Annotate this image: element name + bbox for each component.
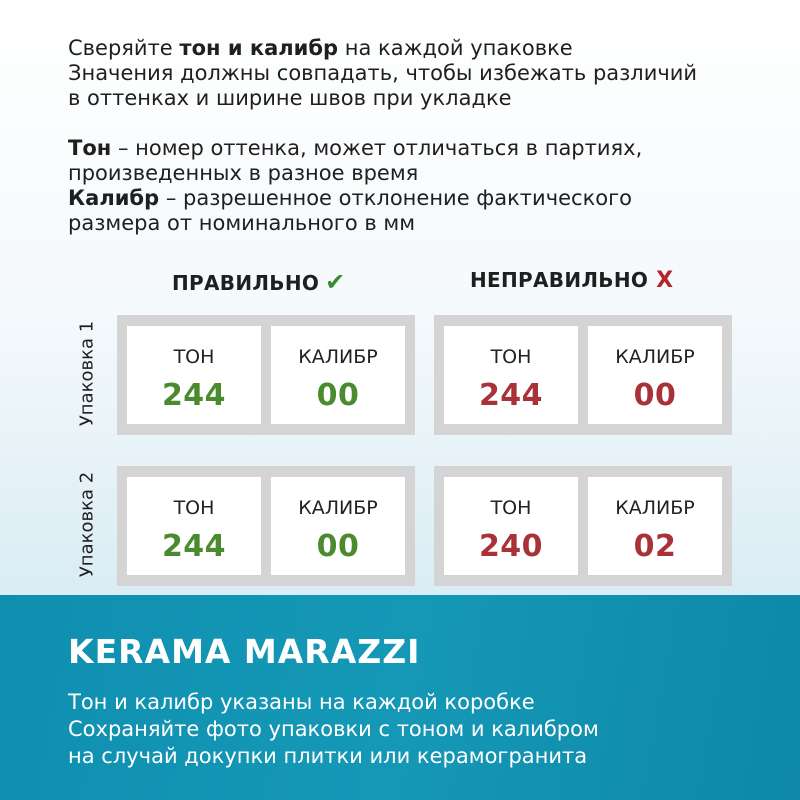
intro-line-1 [68, 36, 768, 61]
tone-value: 240 [478, 529, 544, 564]
tone-label: ТОН [490, 497, 532, 519]
correct-column-heading [172, 268, 346, 296]
caliber-cell [588, 326, 722, 424]
incorrect-heading-text: НЕПРАВИЛЬНО [470, 268, 649, 292]
correct-heading-text: ПРАВИЛЬНО [172, 271, 320, 295]
tone-definition-2: произведенных в разное время [68, 161, 419, 185]
footer-line-2: Сохраняйте фото упаковки с тоном и калибром [68, 717, 599, 741]
tone-cell [444, 477, 578, 575]
caliber-definition-1 [68, 186, 768, 211]
caliber-value: 00 [316, 529, 360, 564]
tone-term: Тон [68, 136, 112, 160]
caliber-cell [588, 477, 722, 575]
tone-label: ТОН [173, 346, 215, 368]
row-label-pack-1: Упаковка 1 [76, 320, 98, 427]
caliber-value: 00 [633, 378, 677, 413]
tone-value: 244 [161, 529, 227, 564]
tone-label: ТОН [173, 497, 215, 519]
cross-icon: X [656, 268, 674, 293]
caliber-label: КАЛИБР [298, 497, 378, 519]
intro-line-1-post: на каждой упаковке [338, 36, 573, 60]
caliber-label: КАЛИБР [615, 497, 695, 519]
incorrect-column-heading [470, 268, 673, 293]
tone-value: 244 [478, 378, 544, 413]
tone-definition-1 [68, 136, 768, 161]
caliber-definition-2: размера от номинального в мм [68, 211, 416, 235]
intro-line-3: в оттенках и ширине швов при укладке [68, 86, 512, 110]
caliber-label: КАЛИБР [615, 346, 695, 368]
footer-text [68, 689, 768, 770]
caliber-value: 02 [633, 529, 677, 564]
intro-line-2: Значения должны совпадать, чтобы избежать различий [68, 61, 698, 85]
correct-pack-2-card [117, 466, 415, 586]
checkmark-icon: ✔ [325, 268, 346, 296]
incorrect-pack-1-card [434, 315, 732, 435]
footer-line-3: на случай докупки плитки или керамогранита [68, 744, 588, 768]
brand-logo-text: KERAMA MARAZZI [68, 632, 421, 671]
footer-line-1: Тон и калибр указаны на каждой коробке [68, 690, 535, 714]
caliber-cell [271, 326, 405, 424]
caliber-def-1: – разрешенное отклонение фактического [159, 186, 632, 210]
intro-line-1-bold: тон и калибр [179, 36, 339, 60]
caliber-cell [271, 477, 405, 575]
row-label-pack-2: Упаковка 2 [76, 471, 98, 578]
tone-def-1: – номер оттенка, может отличаться в партиях, [111, 136, 643, 160]
intro-text [68, 36, 768, 236]
caliber-value: 00 [316, 378, 360, 413]
intro-line-1-pre: Сверяйте [68, 36, 180, 60]
incorrect-pack-2-card [434, 466, 732, 586]
tone-cell [444, 326, 578, 424]
caliber-label: КАЛИБР [298, 346, 378, 368]
tone-value: 244 [161, 378, 227, 413]
caliber-term: Калибр [68, 186, 160, 210]
tone-label: ТОН [490, 346, 532, 368]
intro-spacer [68, 111, 768, 136]
tone-cell [127, 477, 261, 575]
correct-pack-1-card [117, 315, 415, 435]
tone-cell [127, 326, 261, 424]
